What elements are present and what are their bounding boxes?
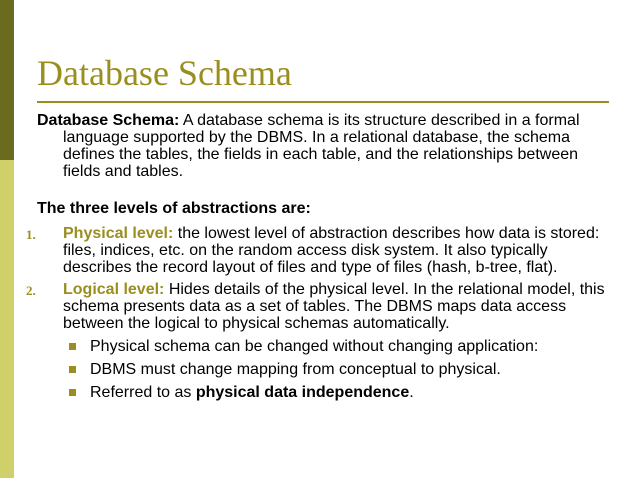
level-text: Hides details of the physical level. In the relational model, this schema presents data as a set of tables. The DBMS maps data access between the logical to physical schemas automatically.	[63, 281, 605, 332]
slide-body	[26, 112, 609, 406]
side-bar-light	[0, 160, 14, 478]
square-bullet-icon	[69, 343, 76, 350]
level-item-logical	[26, 281, 609, 401]
levels-heading: The three levels of abstractions are:	[37, 200, 311, 217]
sub-bullet-list	[63, 338, 609, 401]
sub-bullet-emphasis: physical data independence	[195, 384, 410, 401]
intro-text: A database schema is its structure described in a formal language supported by the DBMS. In a relational database, the schema defines the tables, the fields in each table, and the relationships between fields and tables.	[63, 112, 580, 180]
level-number: 1.	[26, 227, 36, 242]
sub-bullet-text: Physical schema can be changed without changing application:	[90, 338, 539, 355]
square-bullet-icon	[69, 389, 76, 396]
sub-bullet-item	[63, 361, 609, 378]
level-text: the lowest level of abstraction describes how data is stored: files, indices, etc. on the random access disk system. It also typically describes the record layout of files and type of files (hash, b-tree, flat).	[63, 225, 600, 276]
level-name: Logical level:	[63, 281, 165, 298]
sub-bullet-suffix: .	[409, 384, 414, 401]
title-underline	[37, 101, 609, 103]
sub-bullet-item	[63, 384, 609, 401]
intro-term: Database Schema:	[37, 112, 180, 129]
level-number: 2.	[26, 283, 36, 298]
slide-title: Database Schema	[37, 53, 292, 93]
levels-list	[26, 225, 609, 401]
sub-bullet-prefix: Referred to as	[90, 384, 196, 401]
square-bullet-icon	[69, 366, 76, 373]
side-bar-dark	[0, 0, 14, 160]
level-item-physical	[26, 225, 609, 276]
intro-paragraph	[37, 112, 609, 180]
level-name: Physical level:	[63, 225, 174, 242]
sub-bullet-text: DBMS must change mapping from conceptual to physical.	[90, 361, 501, 378]
sub-bullet-item	[63, 338, 609, 355]
